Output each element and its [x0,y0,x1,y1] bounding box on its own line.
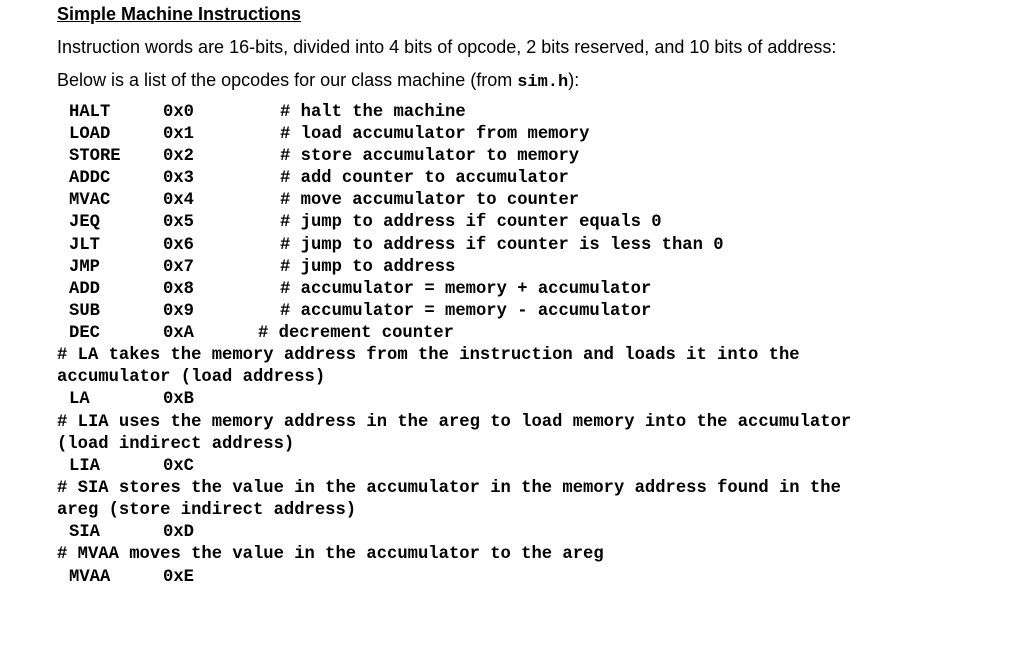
opcodes-intro-suffix: ): [568,70,580,90]
opcode-row [0,235,1024,257]
opcode-mnemonic: HALT [69,103,111,122]
comment-text: # LIA uses the memory address in the areg to load memory into the accumulator [57,413,852,432]
opcode-row [0,301,1024,323]
opcode-mnemonic: MVAA [69,568,111,587]
opcode-mnemonic: ADDC [69,169,111,188]
opcode-mnemonic: JLT [69,236,100,255]
opcode-row [0,212,1024,234]
opcode-value: 0x9 [163,302,194,321]
opcode-value: 0xD [163,523,194,542]
opcodes-intro-paragraph [57,70,579,92]
opcode-comment: # accumulator = memory + accumulator [280,280,652,299]
opcode-mnemonic: JMP [69,258,100,277]
opcode-value: 0x3 [163,169,194,188]
opcode-value: 0xB [163,390,194,409]
extended-comment-line [0,412,1024,434]
comment-text: # LA takes the memory address from the instruction and loads it into the [57,346,800,365]
opcode-mnemonic: LIA [69,457,100,476]
opcode-mnemonic: SUB [69,302,100,321]
opcode-value: 0x8 [163,280,194,299]
opcode-mnemonic: MVAC [69,191,111,210]
opcode-row [0,323,1024,345]
opcode-mnemonic: JEQ [69,213,100,232]
comment-text: (load indirect address) [57,435,295,454]
opcode-row [0,124,1024,146]
opcode-value: 0xA [163,324,194,343]
opcode-mnemonic: LOAD [69,125,111,144]
opcode-comment: # store accumulator to memory [280,147,580,166]
extended-comment-line [0,434,1024,456]
opcode-row [0,190,1024,212]
opcode-mnemonic: LA [69,390,90,409]
opcode-comment: # load accumulator from memory [280,125,590,144]
opcodes-intro-prefix: Below is a list of the opcodes for our class machine (from [57,70,518,90]
opcode-value: 0x2 [163,147,194,166]
opcode-row [0,279,1024,301]
opcode-value: 0xE [163,568,194,587]
opcode-row [0,389,1024,411]
extended-comment-line [0,544,1024,566]
opcode-comment: # decrement counter [258,324,454,343]
opcode-row [0,456,1024,478]
opcode-row [0,522,1024,544]
opcode-comment: # accumulator = memory - accumulator [280,302,652,321]
opcode-value: 0x6 [163,236,194,255]
opcode-comment: # add counter to accumulator [280,169,569,188]
opcode-mnemonic: SIA [69,523,100,542]
comment-text: areg (store indirect address) [57,501,357,520]
opcode-row [0,257,1024,279]
opcode-row [0,102,1024,124]
opcode-comment: # jump to address if counter equals 0 [280,213,662,232]
comment-text: accumulator (load address) [57,368,326,387]
opcode-comment: # jump to address [280,258,456,277]
intro-paragraph: Instruction words are 16-bits, divided into 4 bits of opcode, 2 bits reserved, and 10 bits of address: [57,37,837,57]
opcode-row [0,146,1024,168]
extended-comment-line [0,367,1024,389]
extended-comment-line [0,345,1024,367]
page-title: Simple Machine Instructions [57,4,302,24]
opcode-mnemonic: STORE [69,147,121,166]
comment-text: # SIA stores the value in the accumulator in the memory address found in the [57,479,841,498]
opcode-comment: # jump to address if counter is less than 0 [280,236,724,255]
source-file-name: sim.h [517,73,569,92]
opcode-row [0,168,1024,190]
opcode-mnemonic: DEC [69,324,100,343]
opcode-row [0,567,1024,589]
extended-comment-line [0,478,1024,500]
opcode-comment: # halt the machine [280,103,466,122]
opcode-value: 0x0 [163,103,194,122]
comment-text: # MVAA moves the value in the accumulator to the areg [57,545,604,564]
opcode-value: 0x1 [163,125,194,144]
opcode-value: 0x5 [163,213,194,232]
opcode-comment: # move accumulator to counter [280,191,580,210]
opcode-value: 0x7 [163,258,194,277]
opcode-value: 0xC [163,457,194,476]
opcode-mnemonic: ADD [69,280,100,299]
opcode-value: 0x4 [163,191,194,210]
extended-comment-line [0,500,1024,522]
